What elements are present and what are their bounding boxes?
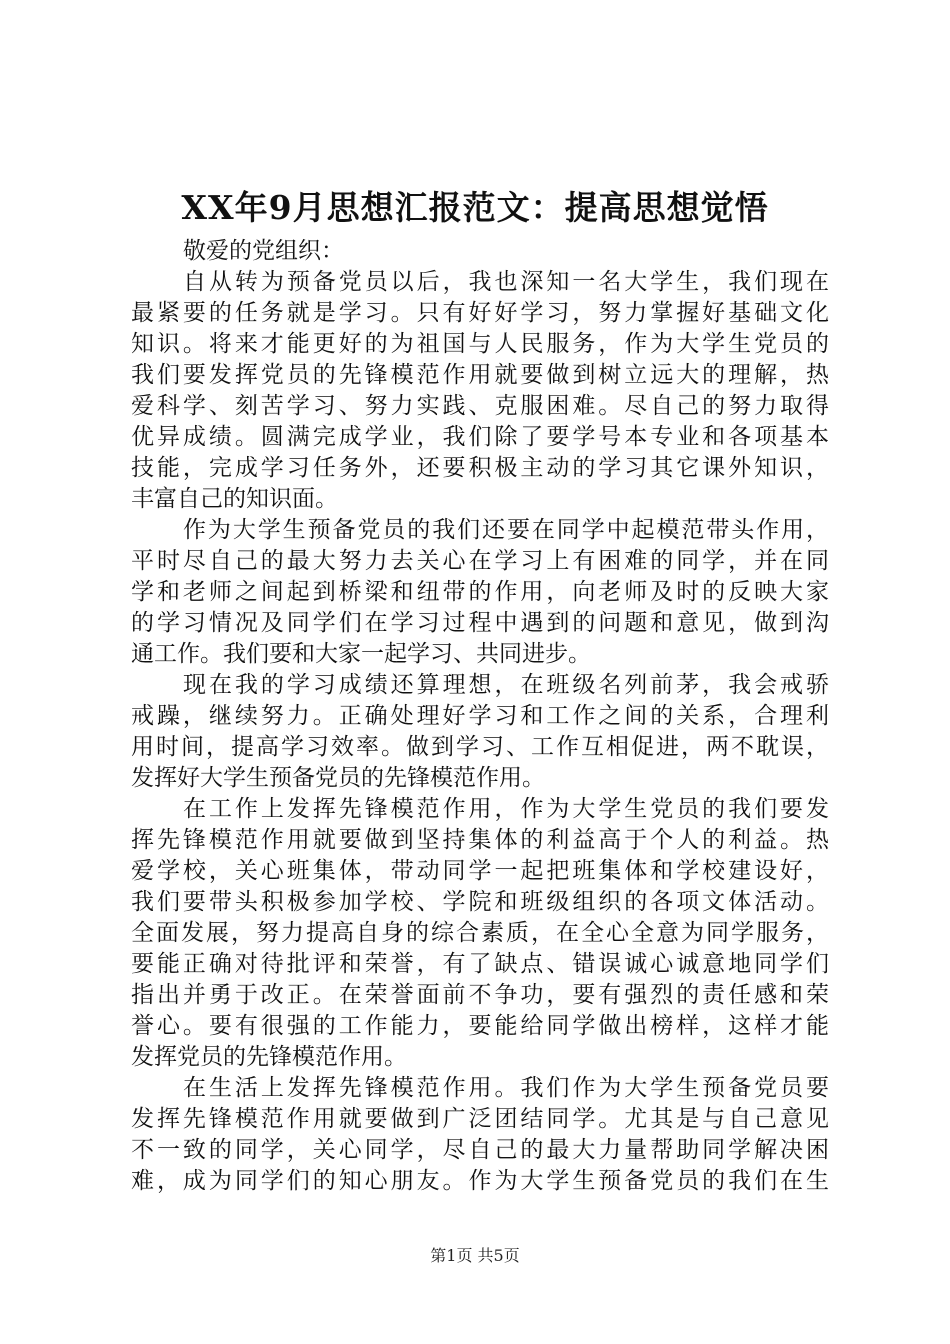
paragraph-line: 发挥好大学生预备党员的先锋模范作用。 — [131, 765, 545, 791]
paragraph-line: 丰富自己的知识面。 — [131, 486, 338, 512]
paragraph-line: 现在我的学习成绩还算理想，在班级名列前茅，我会戒骄 — [183, 672, 829, 698]
paragraph-line: 全面发展，努力提高自身的综合素质，在全心全意为同学服务， — [131, 920, 829, 946]
paragraph-line: 爱学校，关心班集体，带动同学一起把班集体和学校建设好， — [131, 858, 829, 884]
paragraph-line: 学和老师之间起到桥梁和纽带的作用，向老师及时的反映大家 — [131, 579, 829, 605]
paragraph-line: 指出并勇于改正。在荣誉面前不争功，要有强烈的责任感和荣 — [131, 982, 829, 1008]
paragraph-line: 我们要发挥党员的先锋模范作用就要做到树立远大的理解，热 — [131, 362, 829, 388]
paragraph-line: 作为大学生预备党员的我们还要在同学中起模范带头作用， — [183, 517, 829, 543]
paragraph-line: 要能正确对待批评和荣誉，有了缺点、错误诚心诚意地同学们 — [131, 951, 829, 977]
paragraph-line: 优异成绩。圆满完成学业，我们除了要学号本专业和各项基本 — [131, 424, 829, 450]
paragraph-line: 不一致的同学，关心同学，尽自己的最大力量帮助同学解决困 — [131, 1137, 829, 1163]
paragraph-line: 技能，完成学习任务外，还要积极主动的学习其它课外知识， — [131, 455, 829, 481]
paragraph-line: 平时尽自己的最大努力去关心在学习上有困难的同学，并在同 — [131, 548, 829, 574]
paragraph-line: 用时间，提高学习效率。做到学习、工作互相促进，两不耽误， — [131, 734, 829, 760]
paragraph-line: 的学习情况及同学们在学习过程中遇到的问题和意见，做到沟 — [131, 610, 829, 636]
paragraph-line: 难，成为同学们的知心朋友。作为大学生预备党员的我们在生 — [131, 1168, 829, 1194]
paragraph-line: 发挥党员的先锋模范作用。 — [131, 1044, 407, 1070]
paragraph-line: 最紧要的任务就是学习。只有好好学习，努力掌握好基础文化 — [131, 300, 829, 326]
page-number-footer: 第1页 共5页 — [430, 1246, 520, 1265]
paragraph-line: 在生活上发挥先锋模范作用。我们作为大学生预备党员要 — [183, 1075, 829, 1101]
document-title: XX年9月思想汇报范文：提高思想觉悟 — [181, 188, 769, 227]
salutation-line: 敬爱的党组织： — [183, 238, 344, 264]
document-body — [131, 236, 829, 1197]
paragraph-line: 自从转为预备党员以后，我也深知一名大学生，我们现在 — [183, 269, 829, 295]
paragraph-line: 爱科学、刻苦学习、努力实践、克服困难。尽自己的努力取得 — [131, 393, 829, 419]
paragraph-line: 知识。将来才能更好的为祖国与人民服务，作为大学生党员的 — [131, 331, 829, 357]
paragraph-line: 挥先锋模范作用就要做到坚持集体的利益高于个人的利益。热 — [131, 827, 829, 853]
paragraph-line: 发挥先锋模范作用就要做到广泛团结同学。尤其是与自己意见 — [131, 1106, 829, 1132]
paragraph-line: 戒躁，继续努力。正确处理好学习和工作之间的关系，合理利 — [131, 703, 829, 729]
paragraph-line: 我们要带头积极参加学校、学院和班级组织的各项文体活动。 — [131, 889, 829, 915]
paragraph-line: 在工作上发挥先锋模范作用，作为大学生党员的我们要发 — [183, 796, 829, 822]
paragraph-line: 通工作。我们要和大家一起学习、共同进步。 — [131, 641, 591, 667]
paragraph-line: 誉心。要有很强的工作能力，要能给同学做出榜样，这样才能 — [131, 1013, 829, 1039]
